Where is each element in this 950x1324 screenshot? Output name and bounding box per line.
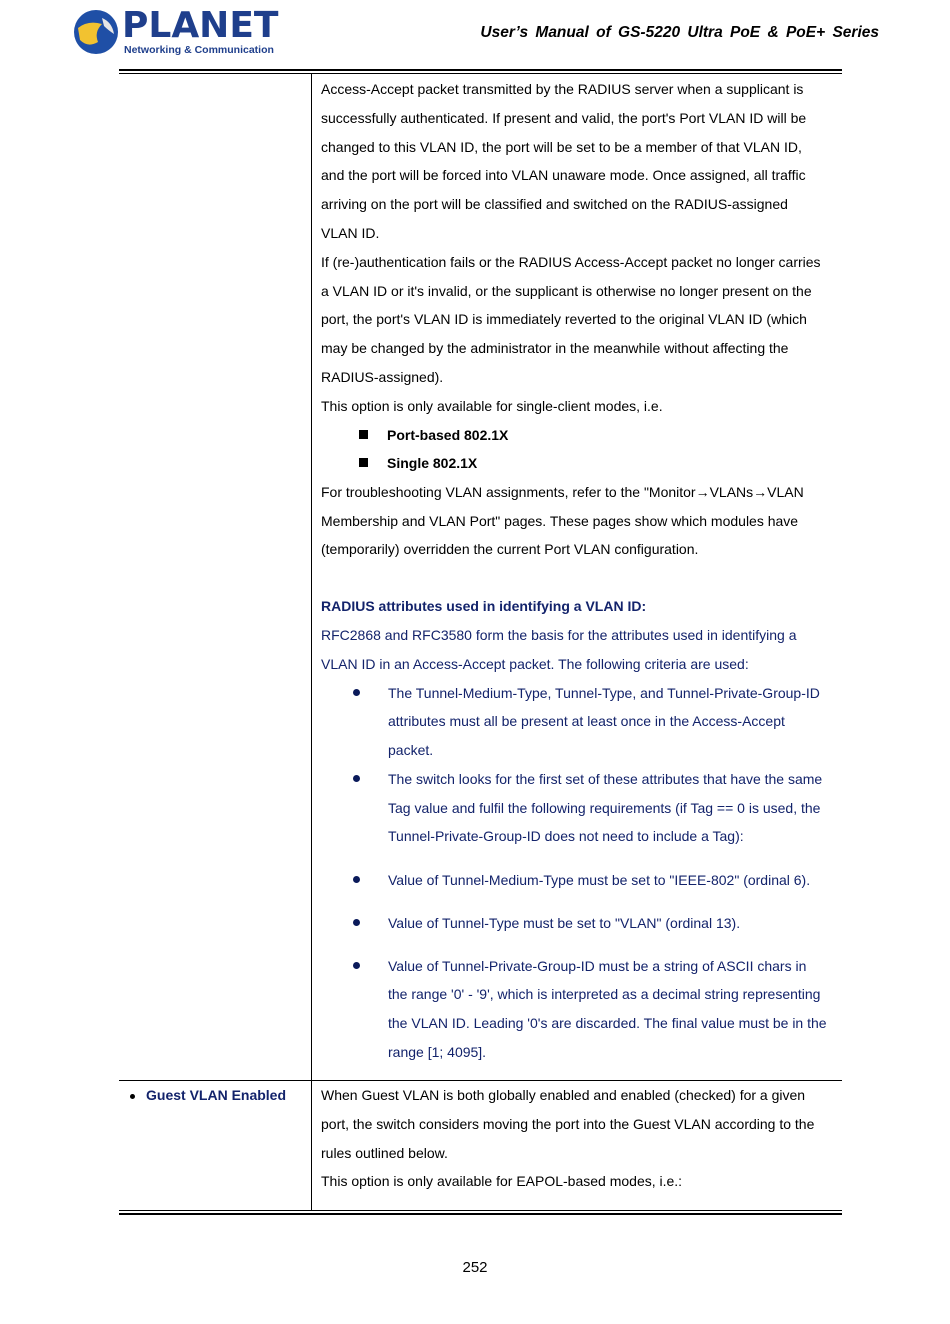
planet-logo <box>72 5 279 60</box>
radius-heading: RADIUS attributes used in identifying a VLAN ID: <box>321 598 647 614</box>
round-bullet-icon <box>130 1094 135 1099</box>
criteria-line: the VLAN ID. Leading '0's are discarded. The final value must be in the <box>388 1015 827 1031</box>
paragraph-line: successfully authenticated. If present and valid, the port's Port VLAN ID will be <box>321 110 807 126</box>
page-number: 252 <box>462 1259 488 1276</box>
paragraph-line: port, the port's VLAN ID is immediately reverted to the original VLAN ID (which <box>321 311 807 327</box>
globe-icon <box>72 8 120 56</box>
paragraph-line: When Guest VLAN is both globally enabled and enabled (checked) for a given <box>321 1087 806 1103</box>
paragraph-line: For troubleshooting VLAN assignments, refer to the "Monitor→VLANs→VLAN <box>321 484 804 500</box>
table-row-divider <box>119 1080 842 1081</box>
criteria-line: The switch looks for the first set of these attributes that have the same <box>388 771 823 787</box>
criteria-line: Tunnel-Private-Group-ID does not need to include a Tag): <box>388 828 744 844</box>
paragraph-line: may be changed by the administrator in the meanwhile without affecting the <box>321 340 789 356</box>
round-bullet-icon <box>353 775 360 782</box>
square-bullet-icon <box>359 430 368 439</box>
paragraph-line: a VLAN ID or it's invalid, or the supplicant is otherwise no longer present on the <box>321 283 812 299</box>
paragraph-line: This option is only available for single-client modes, i.e. <box>321 398 663 414</box>
criteria-line: Value of Tunnel-Private-Group-ID must be a string of ASCII chars in <box>388 958 807 974</box>
criteria-line: range [1; 4095]. <box>388 1044 487 1060</box>
table-bottom-rule <box>119 1213 842 1215</box>
table-top-rule-thin <box>119 73 842 74</box>
paragraph-line: arriving on the port will be classified and switched on the RADIUS-assigned <box>321 196 788 212</box>
round-bullet-icon <box>353 689 360 696</box>
criteria-line: the range '0' - '9', which is interpreted as a decimal string representing <box>388 986 821 1002</box>
mode-item: Single 802.1X <box>387 455 478 471</box>
paragraph-line: Membership and VLAN Port" pages. These pages show which modules have <box>321 513 799 529</box>
square-bullet-icon <box>359 458 368 467</box>
table-bottom-rule-thin <box>119 1210 842 1211</box>
criteria-line: Value of Tunnel-Type must be set to "VLAN" (ordinal 13). <box>388 915 741 931</box>
criteria-line: Tag value and fulfil the following requirements (if Tag == 0 is used, the <box>388 800 821 816</box>
round-bullet-icon <box>353 876 360 883</box>
round-bullet-icon <box>353 919 360 926</box>
paragraph-line: This option is only available for EAPOL-based modes, i.e.: <box>321 1173 683 1189</box>
paragraph-line: port, the switch considers moving the port into the Guest VLAN according to the <box>321 1116 815 1132</box>
table-top-rule <box>119 69 842 71</box>
paragraph-line: VLAN ID. <box>321 225 380 241</box>
round-bullet-icon <box>353 962 360 969</box>
paragraph-line: VLAN ID in an Access-Accept packet. The following criteria are used: <box>321 656 749 672</box>
criteria-line: attributes must all be present at least once in the Access-Accept <box>388 713 785 729</box>
criteria-line: Value of Tunnel-Medium-Type must be set to "IEEE-802" (ordinal 6). <box>388 872 811 888</box>
paragraph-line: Access-Accept packet transmitted by the RADIUS server when a supplicant is <box>321 81 804 97</box>
paragraph-line: (temporarily) overridden the current Port VLAN configuration. <box>321 541 699 557</box>
logo-wordmark: PLANET <box>122 5 279 46</box>
manual-title: User’s Manual of GS-5220 Ultra PoE & PoE+ Series <box>480 24 879 41</box>
paragraph-line: and the port will be forced into VLAN unaware mode. Once assigned, all traffic <box>321 167 806 183</box>
criteria-line: packet. <box>388 742 434 758</box>
parameter-label: Guest VLAN Enabled <box>146 1087 287 1103</box>
paragraph-line: rules outlined below. <box>321 1145 448 1161</box>
paragraph-line: RFC2868 and RFC3580 form the basis for the attributes used in identifying a <box>321 627 797 643</box>
table-column-divider <box>311 74 312 1210</box>
logo-tagline: Networking & Communication <box>124 44 274 56</box>
mode-item: Port-based 802.1X <box>387 427 509 443</box>
paragraph-line: RADIUS-assigned). <box>321 369 444 385</box>
paragraph-line: If (re-)authentication fails or the RADIUS Access-Accept packet no longer carries <box>321 254 821 270</box>
paragraph-line: changed to this VLAN ID, the port will be set to be a member of that VLAN ID, <box>321 139 802 155</box>
criteria-line: The Tunnel-Medium-Type, Tunnel-Type, and Tunnel-Private-Group-ID <box>388 685 820 701</box>
